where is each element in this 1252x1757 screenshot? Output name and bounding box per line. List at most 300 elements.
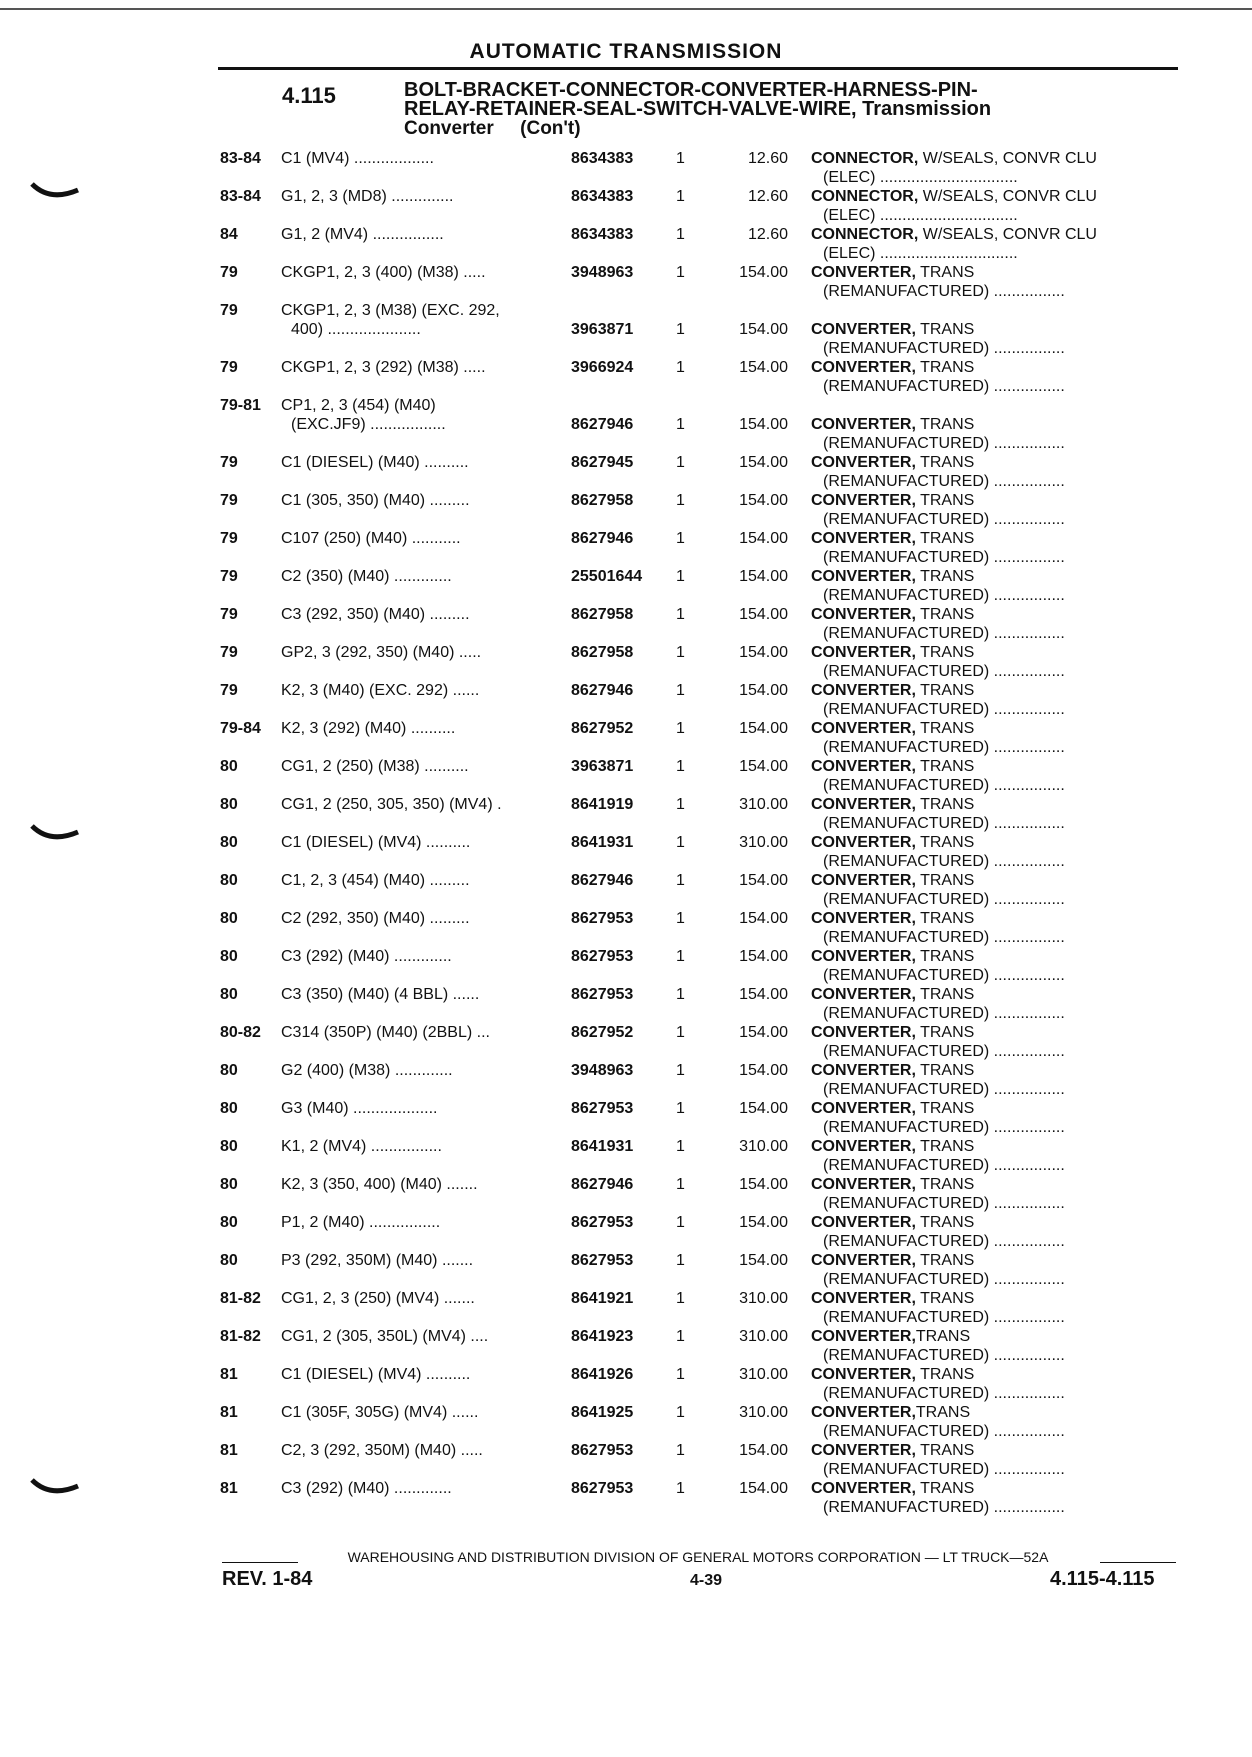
model-year: 79 — [220, 454, 238, 471]
list-item — [0, 302, 1252, 359]
part-description-cont: (REMANUFACTURED) ................ — [823, 815, 1065, 832]
model-application: G3 (M40) ................... — [281, 1100, 438, 1117]
model-application: CKGP1, 2, 3 (400) (M38) ..... — [281, 264, 486, 281]
model-year: 79-84 — [220, 720, 261, 737]
part-description — [811, 1024, 974, 1042]
price: 154.00 — [739, 1480, 788, 1497]
model-year: 79-81 — [220, 397, 261, 414]
part-number: 8627953 — [571, 948, 634, 965]
part-name: CONVERTER, — [811, 492, 916, 509]
quantity: 1 — [676, 226, 685, 243]
part-description-text: TRANS — [915, 910, 975, 927]
model-year: 81-82 — [220, 1328, 261, 1345]
parts-list — [0, 150, 1252, 1518]
list-item — [0, 796, 1252, 834]
part-description-cont: (ELEC) ............................... — [823, 207, 1018, 224]
part-description-cont: (REMANUFACTURED) ................ — [823, 663, 1065, 680]
part-description-text: TRANS — [915, 948, 975, 965]
part-number: 8627946 — [571, 530, 634, 547]
list-item — [0, 454, 1252, 492]
part-description-cont: (REMANUFACTURED) ................ — [823, 1195, 1065, 1212]
part-description-cont: (REMANUFACTURED) ................ — [823, 378, 1065, 395]
model-application: G2 (400) (M38) ............. — [281, 1062, 453, 1079]
part-description-text: TRANS — [915, 454, 975, 471]
part-number: 3966924 — [571, 359, 634, 376]
part-description-text: TRANS — [915, 1290, 975, 1307]
part-description-text: W/SEALS, CONVR CLU — [918, 150, 1097, 167]
part-name: CONVERTER, — [811, 1024, 916, 1041]
list-item — [0, 1328, 1252, 1366]
part-name: CONVERTER, — [811, 1062, 916, 1079]
part-description-cont: (REMANUFACTURED) ................ — [823, 1005, 1065, 1022]
model-year: 80 — [220, 872, 238, 889]
quantity: 1 — [676, 1366, 685, 1383]
part-description — [811, 606, 974, 624]
part-description-cont: (REMANUFACTURED) ................ — [823, 435, 1065, 452]
part-number: 8627958 — [571, 644, 634, 661]
part-description-cont: (REMANUFACTURED) ................ — [823, 891, 1065, 908]
part-name: CONVERTER, — [811, 872, 916, 889]
part-description-text: TRANS — [915, 1138, 975, 1155]
price: 154.00 — [739, 986, 788, 1003]
list-item — [0, 1100, 1252, 1138]
model-year: 79 — [220, 302, 238, 319]
list-item — [0, 397, 1252, 454]
list-item — [0, 644, 1252, 682]
price: 310.00 — [739, 796, 788, 813]
list-item — [0, 226, 1252, 264]
list-item — [0, 359, 1252, 397]
part-number: 3963871 — [571, 758, 634, 775]
part-description — [811, 720, 974, 738]
part-number: 8627946 — [571, 1176, 634, 1193]
price: 12.60 — [747, 226, 788, 243]
quantity: 1 — [676, 1252, 685, 1269]
model-application-cont: 400) ..................... — [291, 321, 421, 338]
list-item — [0, 568, 1252, 606]
model-application: C1, 2, 3 (454) (M40) ......... — [281, 872, 470, 889]
part-description — [811, 834, 974, 852]
part-description-text: TRANS — [915, 682, 975, 699]
part-description-text: TRANS — [915, 568, 975, 585]
part-name: CONVERTER, — [811, 1366, 916, 1383]
part-name: CONVERTER, — [811, 1214, 916, 1231]
model-application: C2 (292, 350) (M40) ......... — [281, 910, 470, 927]
model-application: C2, 3 (292, 350M) (M40) ..... — [281, 1442, 483, 1459]
part-name: CONVERTER, — [811, 454, 916, 471]
model-year: 80 — [220, 1138, 238, 1155]
model-year: 79 — [220, 264, 238, 281]
model-application: C1 (DIESEL) (M40) .......... — [281, 454, 469, 471]
part-number: 8641919 — [571, 796, 634, 813]
list-item — [0, 1062, 1252, 1100]
part-description-cont: (REMANUFACTURED) ................ — [823, 587, 1065, 604]
price: 154.00 — [739, 872, 788, 889]
part-number: 8627953 — [571, 910, 634, 927]
quantity: 1 — [676, 910, 685, 927]
part-description-cont: (REMANUFACTURED) ................ — [823, 1385, 1065, 1402]
price: 154.00 — [739, 530, 788, 547]
list-item — [0, 530, 1252, 568]
part-name: CONVERTER, — [811, 986, 916, 1003]
model-application: CG1, 2 (305, 350L) (MV4) .... — [281, 1328, 489, 1345]
part-description — [811, 1290, 974, 1308]
part-number: 8634383 — [571, 150, 634, 167]
list-item — [0, 264, 1252, 302]
list-item — [0, 682, 1252, 720]
part-description — [811, 188, 1097, 206]
part-description-text: TRANS — [915, 720, 975, 737]
quantity: 1 — [676, 321, 685, 338]
part-number: 25501644 — [571, 568, 643, 585]
list-item — [0, 1442, 1252, 1480]
model-year: 79 — [220, 644, 238, 661]
price: 154.00 — [739, 1442, 788, 1459]
part-description-text: TRANS — [915, 1328, 971, 1345]
list-item — [0, 188, 1252, 226]
quantity: 1 — [676, 872, 685, 889]
price: 12.60 — [747, 188, 788, 205]
price: 154.00 — [739, 644, 788, 661]
header-rule — [218, 67, 1178, 70]
part-description-cont: (REMANUFACTURED) ................ — [823, 967, 1065, 984]
model-application: C314 (350P) (M40) (2BBL) ... — [281, 1024, 490, 1041]
model-year: 80 — [220, 1062, 238, 1079]
part-description — [811, 1328, 970, 1346]
model-year: 83-84 — [220, 188, 261, 205]
part-name: CONVERTER, — [811, 264, 916, 281]
part-description — [811, 1176, 974, 1194]
part-description — [811, 416, 974, 434]
part-number: 3948963 — [571, 264, 634, 281]
model-application: CKGP1, 2, 3 (292) (M38) ..... — [281, 359, 486, 376]
list-item — [0, 1138, 1252, 1176]
quantity: 1 — [676, 416, 685, 433]
model-application: K2, 3 (292) (M40) .......... — [281, 720, 456, 737]
model-year: 79 — [220, 492, 238, 509]
part-description-cont: (REMANUFACTURED) ................ — [823, 1157, 1065, 1174]
part-name: CONVERTER, — [811, 1404, 916, 1421]
part-description-text: TRANS — [915, 758, 975, 775]
part-number: 8634383 — [571, 226, 634, 243]
footer-page-number: 4-39 — [690, 1572, 723, 1589]
quantity: 1 — [676, 720, 685, 737]
model-application: C107 (250) (M40) ........... — [281, 530, 461, 547]
model-application: G1, 2 (MV4) ................ — [281, 226, 444, 243]
quantity: 1 — [676, 1480, 685, 1497]
part-name: CONVERTER, — [811, 1480, 916, 1497]
section-title — [404, 81, 991, 138]
quantity: 1 — [676, 492, 685, 509]
model-year: 80 — [220, 796, 238, 813]
price: 154.00 — [739, 1176, 788, 1193]
part-description-text: TRANS — [915, 606, 975, 623]
part-description-text: TRANS — [915, 796, 975, 813]
price: 310.00 — [739, 1404, 788, 1421]
quantity: 1 — [676, 1024, 685, 1041]
price: 310.00 — [739, 1290, 788, 1307]
part-description-cont: (REMANUFACTURED) ................ — [823, 1423, 1065, 1440]
quantity: 1 — [676, 644, 685, 661]
model-application: C1 (DIESEL) (MV4) .......... — [281, 834, 471, 851]
model-application: K1, 2 (MV4) ................ — [281, 1138, 442, 1155]
part-name: CONVERTER, — [811, 720, 916, 737]
part-name: CONNECTOR, — [811, 188, 919, 205]
model-year: 80-82 — [220, 1024, 261, 1041]
part-name: CONNECTOR, — [811, 226, 919, 243]
model-year: 79 — [220, 359, 238, 376]
part-description-cont: (REMANUFACTURED) ................ — [823, 1119, 1065, 1136]
list-item — [0, 872, 1252, 910]
model-year: 80 — [220, 1176, 238, 1193]
model-year: 79 — [220, 568, 238, 585]
part-description-text: TRANS — [915, 359, 975, 376]
model-year: 81 — [220, 1366, 238, 1383]
part-number: 8641925 — [571, 1404, 634, 1421]
part-name: CONVERTER, — [811, 910, 916, 927]
part-description — [811, 872, 974, 890]
list-item — [0, 1290, 1252, 1328]
list-item — [0, 1252, 1252, 1290]
part-description-text: W/SEALS, CONVR CLU — [918, 226, 1097, 243]
footer-rule — [1100, 1562, 1176, 1563]
model-application: C1 (305, 350) (M40) ......... — [281, 492, 470, 509]
quantity: 1 — [676, 986, 685, 1003]
part-name: CONVERTER, — [811, 530, 916, 547]
part-description — [811, 454, 974, 472]
price: 154.00 — [739, 682, 788, 699]
part-description — [811, 1366, 974, 1384]
part-description-text: W/SEALS, CONVR CLU — [918, 188, 1097, 205]
list-item — [0, 492, 1252, 530]
model-application: C1 (MV4) .................. — [281, 150, 434, 167]
quantity: 1 — [676, 1328, 685, 1345]
part-description-text: TRANS — [915, 986, 975, 1003]
quantity: 1 — [676, 682, 685, 699]
part-description-cont: (REMANUFACTURED) ................ — [823, 340, 1065, 357]
part-description — [811, 321, 974, 339]
part-description — [811, 1442, 974, 1460]
part-name: CONVERTER, — [811, 1252, 916, 1269]
quantity: 1 — [676, 1442, 685, 1459]
part-number: 8627953 — [571, 1214, 634, 1231]
part-name: CONVERTER, — [811, 606, 916, 623]
page-header-title: AUTOMATIC TRANSMISSION — [469, 40, 783, 63]
part-description-text: TRANS — [915, 1176, 975, 1193]
price: 154.00 — [739, 1252, 788, 1269]
top-rule — [0, 8, 1252, 10]
quantity: 1 — [676, 359, 685, 376]
part-number: 8627952 — [571, 1024, 634, 1041]
part-description-text: TRANS — [915, 321, 975, 338]
part-description — [811, 150, 1097, 168]
quantity: 1 — [676, 454, 685, 471]
section-title-line-3: Converter (Con't) — [404, 118, 581, 139]
quantity: 1 — [676, 1062, 685, 1079]
price: 154.00 — [739, 454, 788, 471]
part-description — [811, 758, 974, 776]
quantity: 1 — [676, 264, 685, 281]
part-description-cont: (REMANUFACTURED) ................ — [823, 929, 1065, 946]
footer-revision: REV. 1-84 — [222, 1568, 313, 1590]
list-item — [0, 150, 1252, 188]
model-application: CG1, 2 (250, 305, 350) (MV4) . — [281, 796, 502, 813]
model-year: 81 — [220, 1442, 238, 1459]
model-application: G1, 2, 3 (MD8) .............. — [281, 188, 454, 205]
list-item — [0, 1176, 1252, 1214]
part-description — [811, 644, 974, 662]
model-application: C3 (292, 350) (M40) ......... — [281, 606, 470, 623]
part-name: CONVERTER, — [811, 1442, 916, 1459]
part-description-cont: (ELEC) ............................... — [823, 169, 1018, 186]
list-item — [0, 948, 1252, 986]
model-year: 80 — [220, 986, 238, 1003]
part-description — [811, 1214, 974, 1232]
part-name: CONVERTER, — [811, 1100, 916, 1117]
model-application: K2, 3 (350, 400) (M40) ....... — [281, 1176, 478, 1193]
part-number: 8627945 — [571, 454, 634, 471]
quantity: 1 — [676, 1176, 685, 1193]
part-name: CONVERTER, — [811, 796, 916, 813]
part-description — [811, 1062, 974, 1080]
list-item — [0, 1404, 1252, 1442]
part-description — [811, 1480, 974, 1498]
price: 154.00 — [739, 948, 788, 965]
price: 154.00 — [739, 359, 788, 376]
price: 154.00 — [739, 568, 788, 585]
model-application: CG1, 2, 3 (250) (MV4) ....... — [281, 1290, 475, 1307]
model-application: C3 (292) (M40) ............. — [281, 948, 452, 965]
part-number: 8627946 — [571, 682, 634, 699]
part-description-text: TRANS — [915, 1442, 975, 1459]
part-name: CONVERTER, — [811, 758, 916, 775]
part-description-cont: (REMANUFACTURED) ................ — [823, 1309, 1065, 1326]
part-description-text: TRANS — [915, 1100, 975, 1117]
part-description-text: TRANS — [915, 1024, 975, 1041]
part-number: 8641931 — [571, 834, 634, 851]
model-year: 80 — [220, 1252, 238, 1269]
part-description — [811, 682, 974, 700]
part-description — [811, 1138, 974, 1156]
list-item — [0, 834, 1252, 872]
part-description-text: TRANS — [915, 1062, 975, 1079]
part-description-cont: (REMANUFACTURED) ................ — [823, 1347, 1065, 1364]
price: 154.00 — [739, 1100, 788, 1117]
quantity: 1 — [676, 530, 685, 547]
model-year: 79 — [220, 606, 238, 623]
list-item — [0, 758, 1252, 796]
model-year: 79 — [220, 682, 238, 699]
section-title-line-1: BOLT-BRACKET-CONNECTOR-CONVERTER-HARNESS-PIN- — [404, 79, 978, 101]
model-year: 81 — [220, 1404, 238, 1421]
quantity: 1 — [676, 1138, 685, 1155]
quantity: 1 — [676, 796, 685, 813]
footer-section-range: 4.115-4.115 — [1050, 1568, 1155, 1590]
part-description-text: TRANS — [915, 530, 975, 547]
model-application: CKGP1, 2, 3 (M38) (EXC. 292, — [281, 302, 500, 319]
part-number: 8627953 — [571, 1442, 634, 1459]
price: 154.00 — [739, 492, 788, 509]
part-name: CONVERTER, — [811, 1328, 916, 1345]
part-name: CONVERTER, — [811, 948, 916, 965]
price: 154.00 — [739, 910, 788, 927]
part-description-text: TRANS — [915, 872, 975, 889]
part-description-text: TRANS — [915, 1404, 971, 1421]
part-description — [811, 1100, 974, 1118]
price: 310.00 — [739, 1138, 788, 1155]
part-number: 8634383 — [571, 188, 634, 205]
quantity: 1 — [676, 568, 685, 585]
part-description-cont: (REMANUFACTURED) ................ — [823, 283, 1065, 300]
part-number: 8641931 — [571, 1138, 634, 1155]
part-description — [811, 796, 974, 814]
model-year: 83-84 — [220, 150, 261, 167]
list-item — [0, 986, 1252, 1024]
quantity: 1 — [676, 1290, 685, 1307]
part-description-cont: (REMANUFACTURED) ................ — [823, 625, 1065, 642]
part-name: CONVERTER, — [811, 568, 916, 585]
list-item — [0, 910, 1252, 948]
model-year: 79 — [220, 530, 238, 547]
part-description-cont: (REMANUFACTURED) ................ — [823, 473, 1065, 490]
part-description-cont: (REMANUFACTURED) ................ — [823, 511, 1065, 528]
part-description-cont: (REMANUFACTURED) ................ — [823, 1461, 1065, 1478]
price: 154.00 — [739, 758, 788, 775]
part-description-text: TRANS — [915, 834, 975, 851]
part-description-text: TRANS — [915, 644, 975, 661]
part-description-cont: (REMANUFACTURED) ................ — [823, 701, 1065, 718]
part-number: 3948963 — [571, 1062, 634, 1079]
quantity: 1 — [676, 188, 685, 205]
part-number: 8627946 — [571, 872, 634, 889]
price: 12.60 — [747, 150, 788, 167]
part-name: CONVERTER, — [811, 1290, 916, 1307]
model-year: 80 — [220, 948, 238, 965]
part-description — [811, 492, 974, 510]
part-description-text: TRANS — [915, 1480, 975, 1497]
part-description — [811, 568, 974, 586]
part-description — [811, 226, 1097, 244]
part-description-text: TRANS — [915, 1214, 975, 1231]
part-description — [811, 948, 974, 966]
quantity: 1 — [676, 150, 685, 167]
part-number: 8641921 — [571, 1290, 634, 1307]
price: 154.00 — [739, 321, 788, 338]
model-year: 80 — [220, 1100, 238, 1117]
part-description — [811, 1252, 974, 1270]
part-name: CONVERTER, — [811, 416, 916, 433]
footer-division: WAREHOUSING AND DISTRIBUTION DIVISION OF GENERAL MOTORS CORPORATION — LT TRUCK—52A — [347, 1549, 1049, 1565]
part-description-cont: (REMANUFACTURED) ................ — [823, 549, 1065, 566]
part-number: 8627946 — [571, 416, 634, 433]
part-number: 8627953 — [571, 1480, 634, 1497]
price: 154.00 — [739, 606, 788, 623]
model-application: C1 (305F, 305G) (MV4) ...... — [281, 1404, 479, 1421]
part-name: CONVERTER, — [811, 1138, 916, 1155]
quantity: 1 — [676, 948, 685, 965]
part-description-text: TRANS — [915, 1366, 975, 1383]
price: 154.00 — [739, 1062, 788, 1079]
part-description-cont: (REMANUFACTURED) ................ — [823, 1271, 1065, 1288]
quantity: 1 — [676, 606, 685, 623]
part-name: CONVERTER, — [811, 321, 916, 338]
list-item — [0, 720, 1252, 758]
quantity: 1 — [676, 1214, 685, 1231]
part-description-cont: (REMANUFACTURED) ................ — [823, 739, 1065, 756]
part-description — [811, 530, 974, 548]
part-number: 8627958 — [571, 606, 634, 623]
part-description-cont: (REMANUFACTURED) ................ — [823, 777, 1065, 794]
